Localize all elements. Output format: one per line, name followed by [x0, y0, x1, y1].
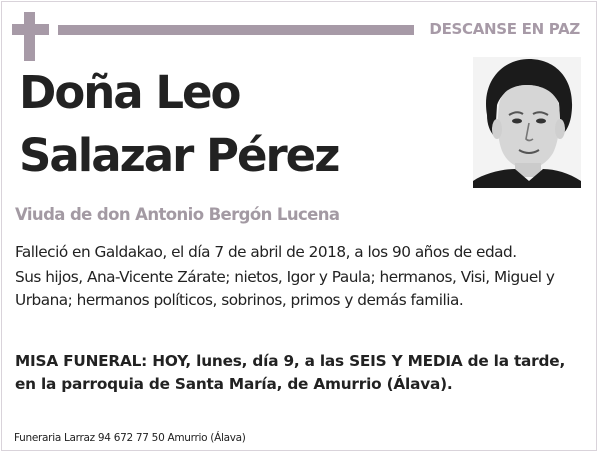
widow-of-line: Viuda de don Antonio Bergón Lucena [15, 205, 340, 224]
deceased-photo [473, 57, 581, 188]
rest-in-peace-title: DESCANSE EN PAZ [429, 20, 580, 38]
death-notice: Falleció en Galdakao, el día 7 de abril de 2018, a los 90 años de edad. [15, 243, 517, 261]
funeral-mass-notice: MISA FUNERAL: HOY, lunes, día 9, a las SEIS Y MEDIA de la tarde, en la parroquia de Santa María, de Amurrio (Álava). [15, 352, 566, 393]
deceased-name-line-1: Doña Leo [19, 66, 240, 119]
deceased-name-line-2: Salazar Pérez [19, 129, 339, 182]
header-rule [58, 25, 414, 35]
family-list: Sus hijos, Ana-Vicente Zárate; nietos, Igor y Paula; hermanos, Visi, Miguel y Urbana; hermanos políticos, sobrinos, primos y demás familia. [15, 268, 555, 309]
funeral-home-footer: Funeraria Larraz 94 672 77 50 Amurrio (Álava) [14, 432, 246, 444]
